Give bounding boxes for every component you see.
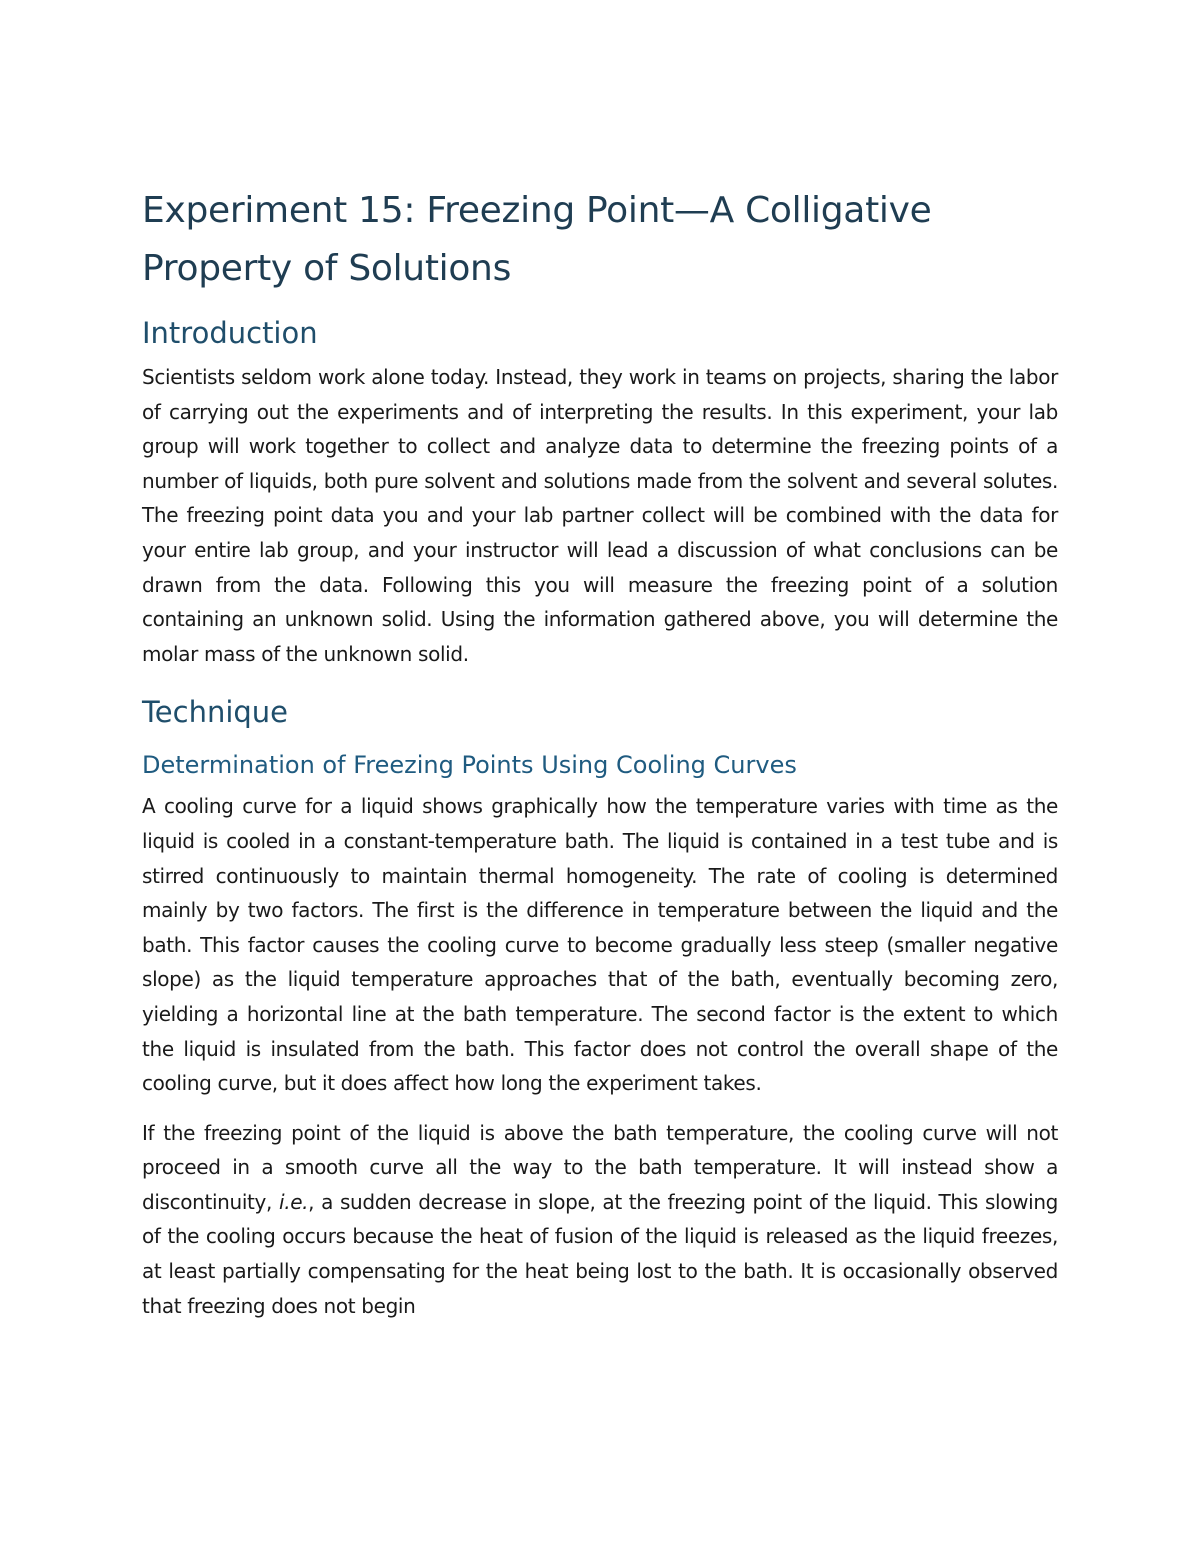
- document-page: [142, 182, 1058, 1323]
- cooling-curves-subheading: Determination of Freezing Points Using Cooling Curves: [142, 751, 797, 780]
- introduction-paragraph: Scientists seldom work alone today. Instead, they work in teams on projects, sharing the labor of carrying out the experiments and of interpreting the results. In this experiment, your lab group will work together to collect and analyze data to determine the freezing points of a number of liquids, both pure solvent and solutions made from the solvent and several solutes. The freezing point data you and your lab partner collect will be combined with the data for your entire lab group, and your instructor will lead a discussion of what conclusions can be drawn from the data. Following this you will measure the freezing point of a solution containing an unknown solid. Using the information gathered above, you will determine the molar mass of the unknown solid.: [142, 365, 1058, 666]
- technique-heading: Technique: [142, 695, 289, 730]
- paragraph-italic-ie: i.e.: [278, 1189, 309, 1214]
- paragraph-text-before: If the freezing point of the liquid is above the bath temperature, the cooling curve will not proceed in a smooth curve all the way to the bath temperature. It will instead show a discontinuity,: [142, 1120, 1058, 1214]
- freezing-point-paragraph: [142, 1116, 1058, 1324]
- paragraph-text-after: , a sudden decrease in slope, at the freezing point of the liquid. This slowing of the cooling occurs because the heat of fusion of the liquid is released as the liquid freezes, at least partially compensating for the heat being lost to the bath. It is occasionally observed that freezing does not begin: [142, 1189, 1059, 1318]
- introduction-heading: Introduction: [142, 316, 318, 350]
- document-title: Experiment 15: Freezing Point—A Colligative Property of Solutions: [142, 190, 932, 289]
- cooling-curve-paragraph: A cooling curve for a liquid shows graphically how the temperature varies with time as the liquid is cooled in a constant-temperature bath. The liquid is contained in a test tube and is stirred continuously to maintain thermal homogeneity. The rate of cooling is determined mainly by two factors. The first is the difference in temperature between the liquid and the bath. This factor causes the cooling curve to become gradually less steep (smaller negative slope) as the liquid temperature approaches that of the bath, eventually becoming zero, yielding a horizontal line at the bath temperature. The second factor is the extent to which the liquid is insulated from the bath. This factor does not control the overall shape of the cooling curve, but it does affect how long the experiment takes.: [142, 794, 1058, 1096]
